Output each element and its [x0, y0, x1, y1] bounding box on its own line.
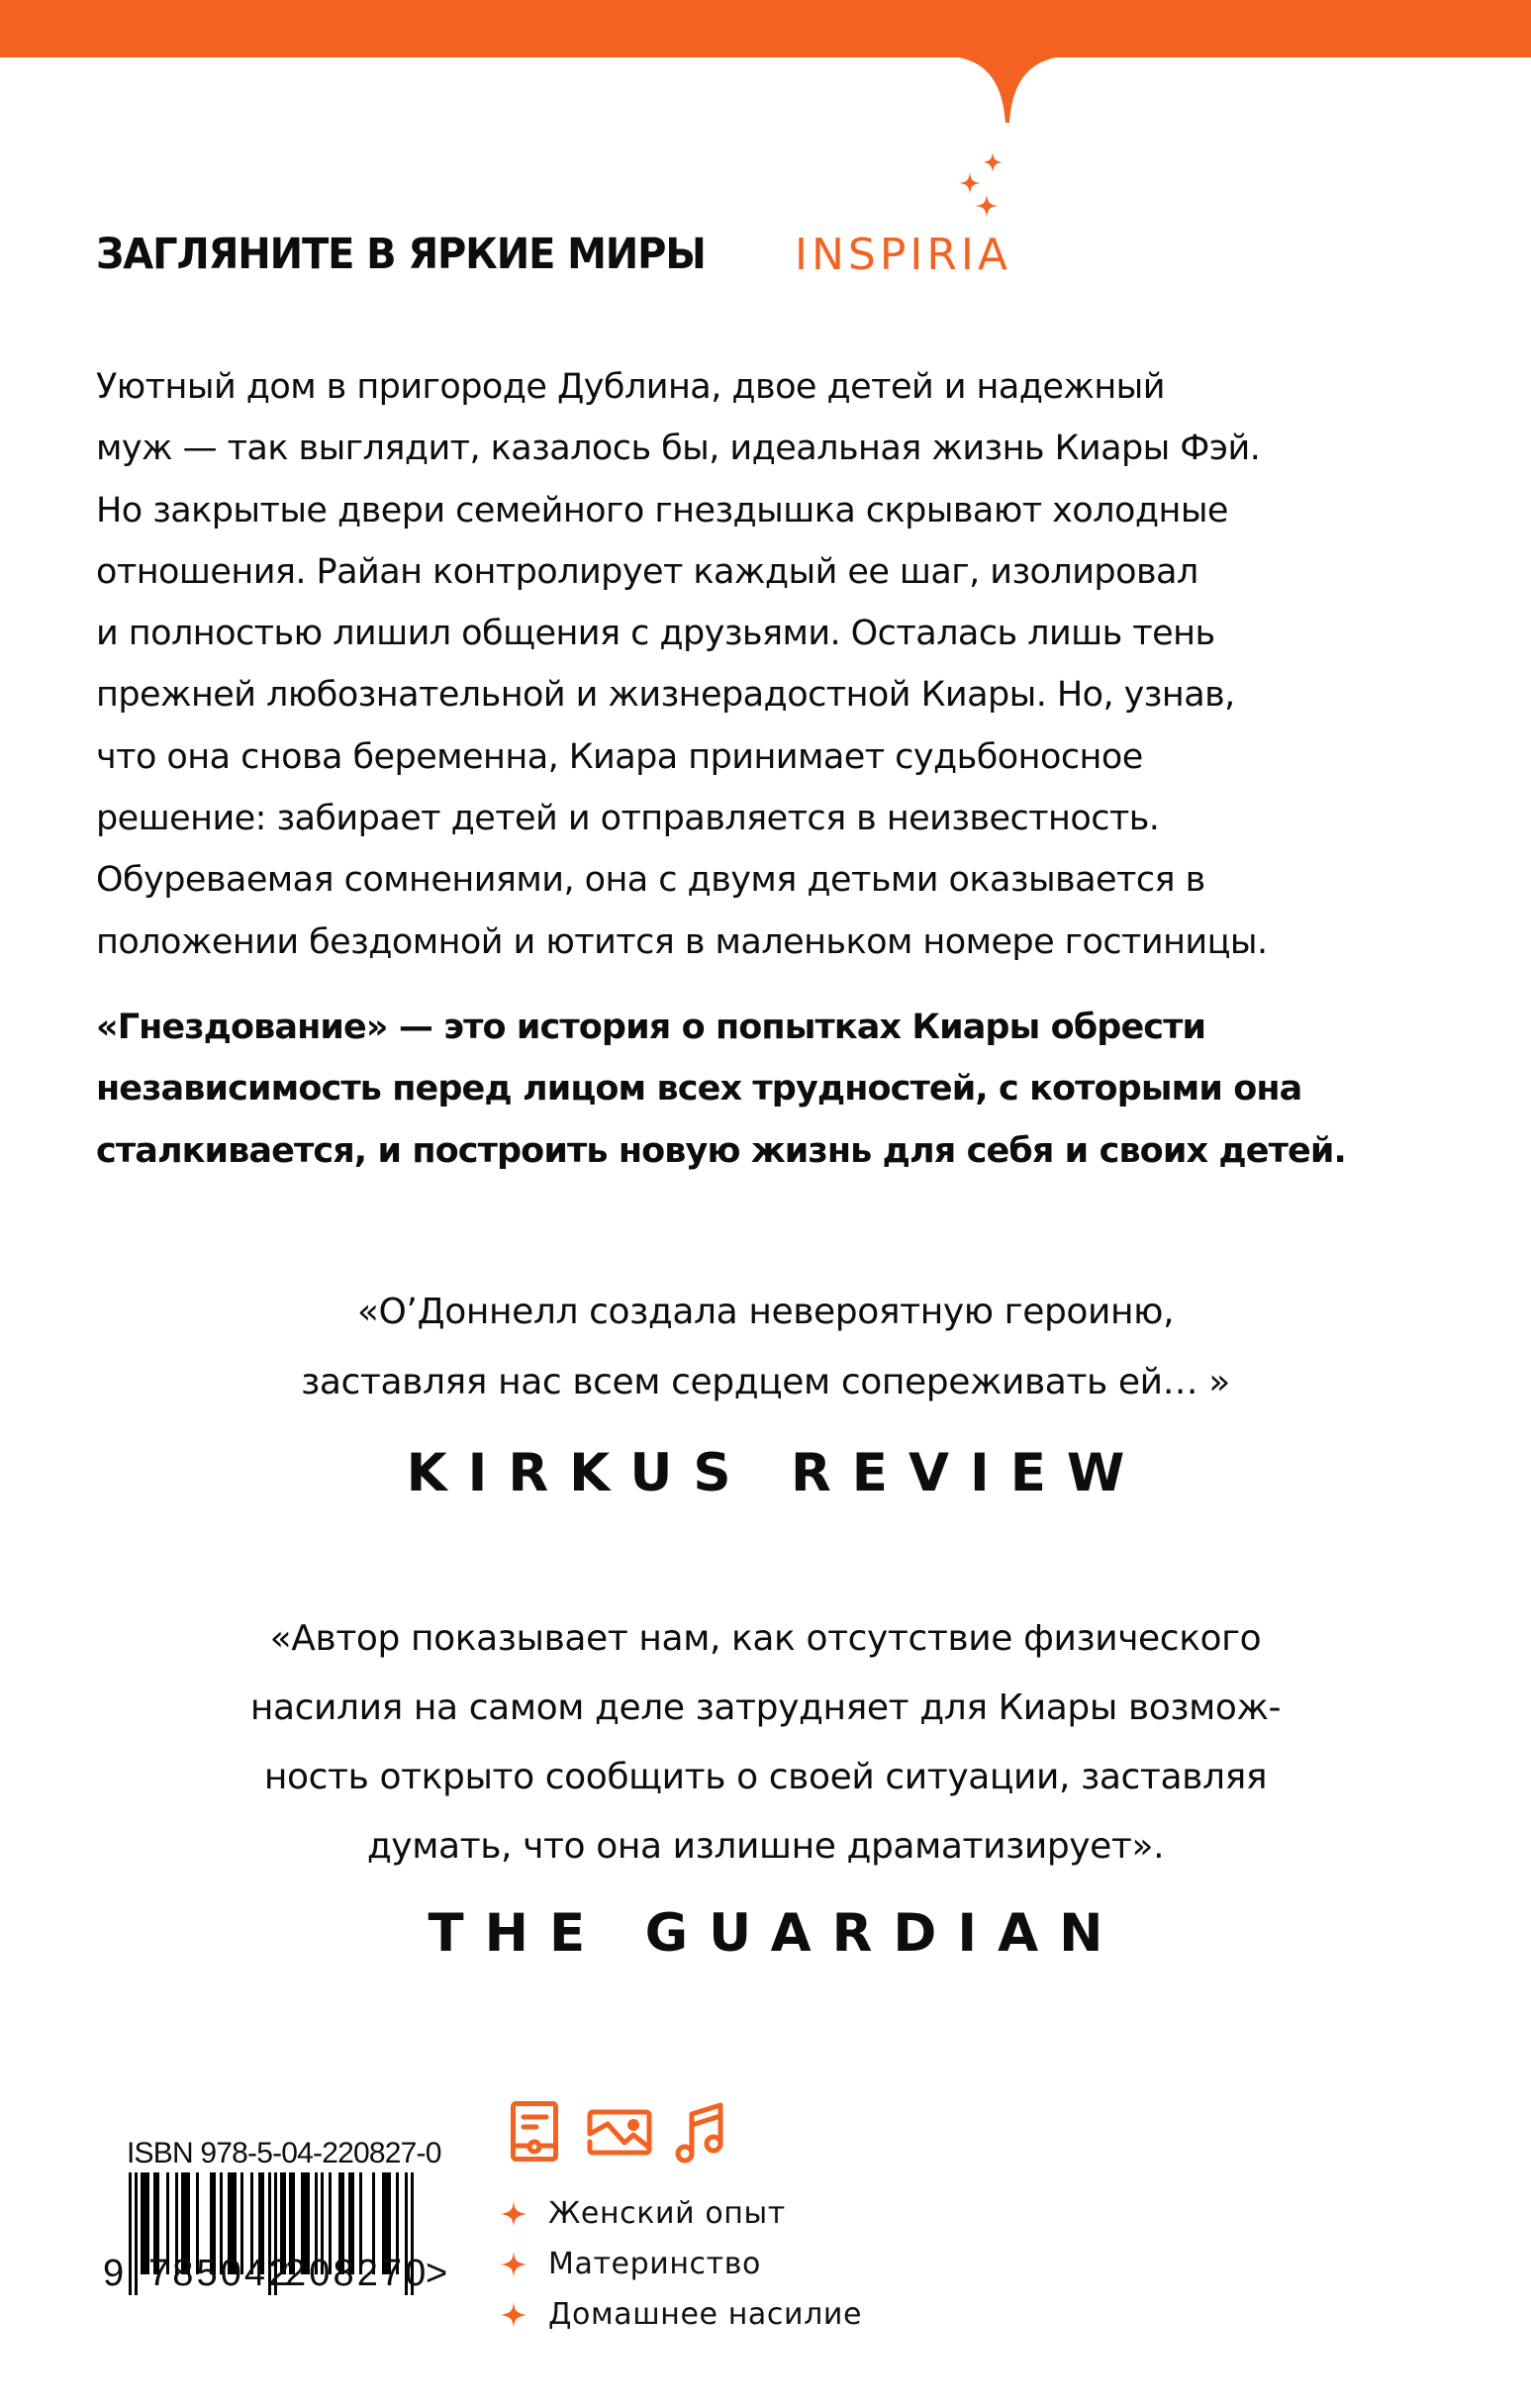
synopsis-line: Обуреваемая сомнениями, она с двумя детьми оказывается в: [96, 860, 1205, 901]
review-quote-guardian: [0, 1604, 1531, 1881]
tagline-line: независимость перед лицом всех трудностей, с которыми она: [96, 1069, 1302, 1109]
star-bullet-icon: [500, 2251, 527, 2278]
star-bullet-icon: [500, 2200, 527, 2228]
quote-line: «Автор показывает нам, как отсутствие физического: [269, 1618, 1262, 1659]
quote-line: насилия на самом деле затрудняет для Киары возмож-: [249, 1687, 1282, 1728]
synopsis-line: отношения. Райан контролирует каждый ее шаг, изолировал: [96, 551, 1198, 592]
genre-tag-label: Домашнее насилие: [548, 2297, 863, 2332]
ebook-icon: [514, 2104, 556, 2160]
barcode-digit-first: 9: [103, 2253, 125, 2294]
synopsis-line: и полностью лишил общения с друзьями. Осталась лишь тень: [96, 614, 1215, 654]
barcode-quiet-zone-marker: >: [426, 2253, 448, 2294]
quote-line: думать, что она излишне драматизирует».: [366, 1826, 1165, 1867]
image-icon-sun: [627, 2119, 639, 2131]
format-icons: [509, 2100, 736, 2164]
synopsis-line: решение: забирает детей и отправляется в неизвестность.: [96, 799, 1160, 839]
tagline-line: «Гнездование» — это история о попытках Киары обрести: [96, 1008, 1206, 1047]
image-icon: [590, 2112, 649, 2153]
review-quote-kirkus: [0, 1277, 1531, 1417]
top-accent-band: [0, 0, 1531, 57]
review-source-guardian: THE GUARDIAN: [428, 1903, 1124, 1964]
quote-line: ность открыто сообщить о своей ситуации, заставляя: [263, 1757, 1268, 1797]
synopsis-line: прежней любознательной и жизнерадостной Киары. Но, узнав,: [96, 675, 1235, 716]
genre-tag: [500, 2239, 862, 2289]
barcode-digits-right: 208270: [285, 2253, 430, 2294]
music-note-icon: [678, 2105, 720, 2161]
review-source-kirkus: KIRKUS REVIEW: [406, 1443, 1146, 1503]
quote-line: заставляя нас всем сердцем сопереживать ей… »: [301, 1362, 1230, 1402]
tagline-paragraph: [96, 997, 1383, 1182]
genre-tag-label: Женский опыт: [548, 2196, 786, 2231]
drip-ornament-icon: [948, 55, 1067, 123]
heading-title: ЗАГЛЯНИТЕ В ЯРКИЕ МИРЫ: [96, 230, 706, 279]
barcode-digits-left: 785042: [148, 2253, 293, 2294]
isbn-label: ISBN 978-5-04-220827-0: [127, 2137, 441, 2169]
genre-tag-list: [500, 2188, 862, 2340]
brand-name: INSPIRIA: [795, 230, 1011, 280]
synopsis-line: что она снова беременна, Киара принимает судьбоносное: [96, 736, 1143, 777]
genre-tag-label: Материнство: [548, 2247, 761, 2281]
synopsis-paragraph: [96, 356, 1383, 973]
tagline-line: сталкивается, и построить новую жизнь для себя и своих детей.: [96, 1130, 1346, 1171]
synopsis-line: положении бездомной и ютится в маленьком номере гостиницы.: [96, 921, 1268, 962]
genre-tag: [500, 2188, 862, 2239]
synopsis-line: муж — так выглядит, казалось бы, идеальная жизнь Киары Фэй.: [96, 429, 1261, 469]
quote-line: «О’Доннелл создала невероятную героиню,: [356, 1292, 1175, 1332]
synopsis-line: Но закрытые двери семейного гнездышка скрывают холодные: [96, 490, 1228, 530]
genre-tag: [500, 2289, 862, 2340]
star-bullet-icon: [500, 2301, 527, 2329]
series-heading: [96, 230, 1011, 280]
synopsis-line: Уютный дом в пригороде Дублина, двое детей и надежный: [96, 367, 1165, 407]
sparkle-stars-icon: [955, 148, 1014, 228]
